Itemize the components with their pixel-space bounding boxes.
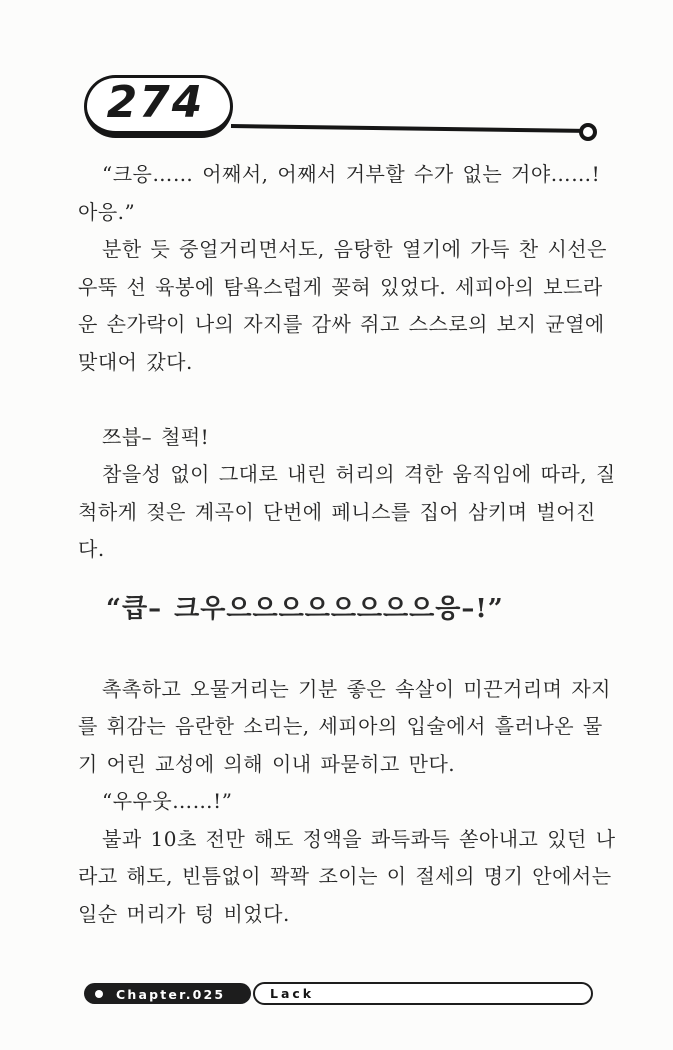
body-text [78, 156, 616, 933]
text-line: 아응.” [78, 199, 136, 224]
text-line: 라고 해도, 빈틈없이 꽉꽉 조이는 이 절세의 명기 안에서는 [78, 864, 612, 888]
text-line: 불과 10초 전만 해도 정액을 콰득콰득 쏟아내고 있던 나 [102, 826, 616, 851]
dot-icon [95, 990, 103, 998]
chapter-label: Chapter.025 [116, 986, 226, 1002]
blank-line [78, 629, 606, 671]
text-line: “우우웃……!” [102, 789, 233, 813]
ring-icon [579, 123, 597, 141]
page-number: 274 [106, 77, 205, 128]
text-line: 맞대어 갔다. [78, 349, 193, 374]
text-line: 운 손가락이 나의 자지를 감싸 쥐고 스스로의 보지 균열에 [78, 312, 605, 336]
series-title-box [253, 982, 593, 1005]
text-line: 기 어린 교성에 의해 이내 파묻히고 만다. [78, 751, 456, 776]
text-line: 다. [78, 537, 105, 561]
text-line: “크응…… 어째서, 어째서 거부할 수가 없는 거야……! [102, 162, 601, 186]
text-line: 촉촉하고 오물거리는 기분 좋은 속살이 미끈거리며 자지 [102, 676, 612, 701]
blank-line [78, 569, 606, 589]
text-line: 일순 머리가 텅 비었다. [78, 901, 290, 926]
text-line: 분한 듯 중얼거리면서도, 음탕한 열기에 가득 찬 시선은 [102, 237, 607, 261]
text-line: 쯔븝– 철퍽! [102, 424, 210, 449]
header-rule [231, 124, 583, 132]
text-line: 척하게 젖은 계곡이 단번에 페니스를 집어 삼키며 벌어진 [78, 499, 596, 524]
series-title: Lack [270, 986, 315, 1001]
blank-line [78, 381, 606, 419]
text-line: 참을성 없이 그대로 내린 허리의 격한 움직임에 따라, 질 [102, 462, 616, 486]
text-line-emphasis: “큽– 크우으으으으으으으으응–!” [106, 593, 504, 624]
text-line: 우뚝 선 육봉에 탐욕스럽게 꽂혀 있었다. 세피아의 보드라 [78, 274, 603, 299]
chapter-badge [84, 983, 251, 1004]
page-number-badge [84, 75, 233, 138]
text-line: 를 휘감는 음란한 소리는, 세피아의 입술에서 흘러나온 물 [78, 714, 603, 738]
